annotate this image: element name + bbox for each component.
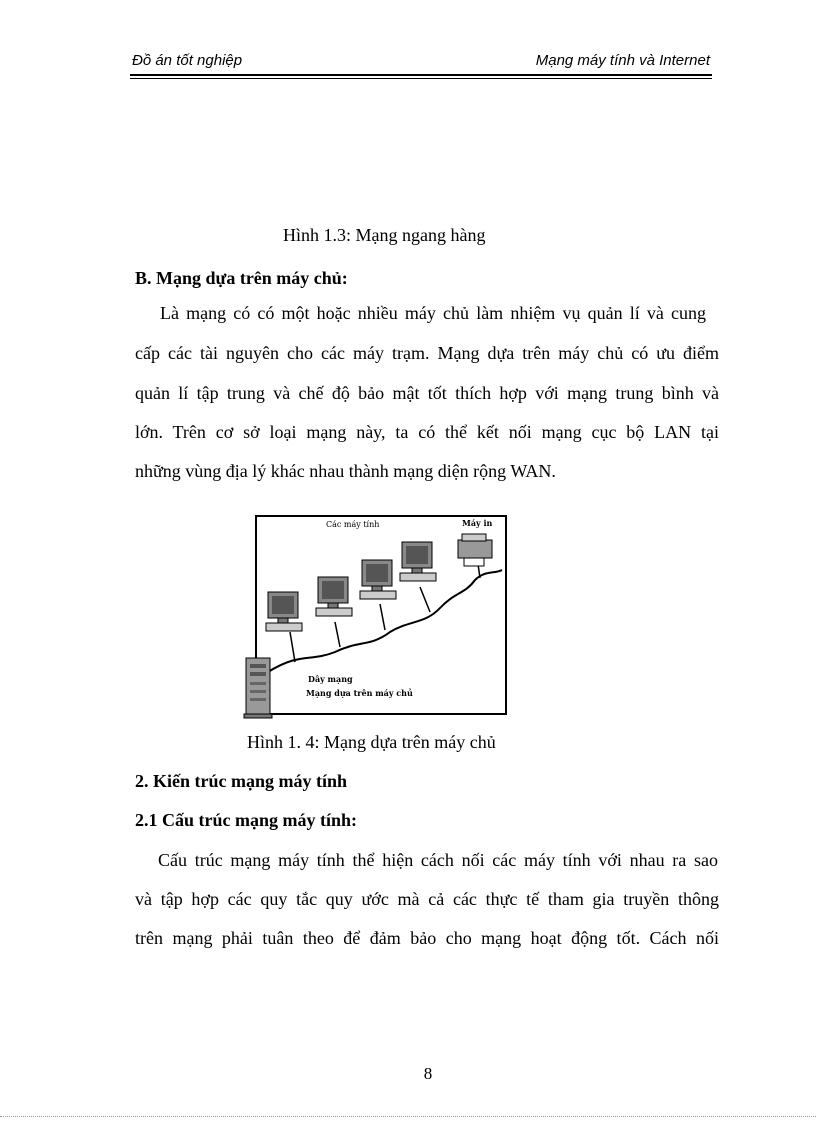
label-printer: Máy in	[462, 518, 493, 528]
cable-drop-4	[420, 587, 430, 612]
section-b-line-3: quản lí tập trung và chế độ bảo mật tốt thích hợp với mạng trung bình và	[135, 383, 719, 403]
label-computers: Các máy tính	[326, 520, 380, 529]
label-cable: Dây mạng	[308, 674, 353, 684]
cable-drop-1	[290, 632, 295, 662]
label-inner-title: Mạng dựa trên máy chủ	[306, 688, 413, 698]
computer-icon	[400, 542, 436, 581]
section-b-line-5: những vùng địa lý khác nhau thành mạng diện rộng WAN.	[135, 461, 556, 481]
header-rule-thin	[130, 78, 712, 79]
footer-rule	[0, 1116, 816, 1117]
printer-icon	[458, 534, 492, 566]
section-b-title: B. Mạng dựa trên máy chủ:	[135, 268, 348, 288]
header-left: Đồ án tốt nghiệp	[132, 52, 243, 69]
computer-icon	[316, 577, 352, 616]
figure-1-3-caption: Hình 1.3: Mạng ngang hàng	[283, 225, 486, 245]
server-icon	[244, 658, 272, 718]
cable-drop-3	[380, 604, 385, 630]
section-2-1-line-1: Cấu trúc mạng máy tính thể hiện cách nối các máy tính với nhau ra sao	[158, 850, 718, 870]
page-number: 8	[423, 1064, 433, 1083]
section-b-line-1: Là mạng có có một hoặc nhiều máy chủ làm nhiệm vụ quản lí và cung	[160, 303, 706, 323]
section-2-title: 2. Kiến trúc mạng máy tính	[135, 771, 348, 791]
figure-1-4-caption: Hình 1. 4: Mạng dựa trên máy chủ	[247, 732, 496, 752]
section-2-1-line-3: trên mạng phải tuân theo để đảm bảo cho mạng hoạt động tốt. Cách nối	[135, 928, 719, 948]
section-2-1-title: 2.1 Cấu trúc mạng máy tính:	[135, 810, 358, 830]
server-network-figure	[240, 512, 508, 720]
header-rule	[130, 74, 712, 76]
computer-icon	[360, 560, 396, 599]
header-right: Mạng máy tính và Internet	[535, 52, 710, 69]
section-2-1-line-2: và tập hợp các quy tắc quy ước mà cả các thực tế tham gia truyền thông	[135, 889, 719, 909]
computer-icon	[266, 592, 302, 631]
section-b-line-2: cấp các tài nguyên cho các máy trạm. Mạng dựa trên máy chủ có ưu điểm	[135, 343, 719, 363]
cable-drop-2	[335, 622, 340, 647]
section-b-line-4: lớn. Trên cơ sở loại mạng này, ta có thể kết nối mạng cục bộ LAN tại	[135, 422, 719, 442]
